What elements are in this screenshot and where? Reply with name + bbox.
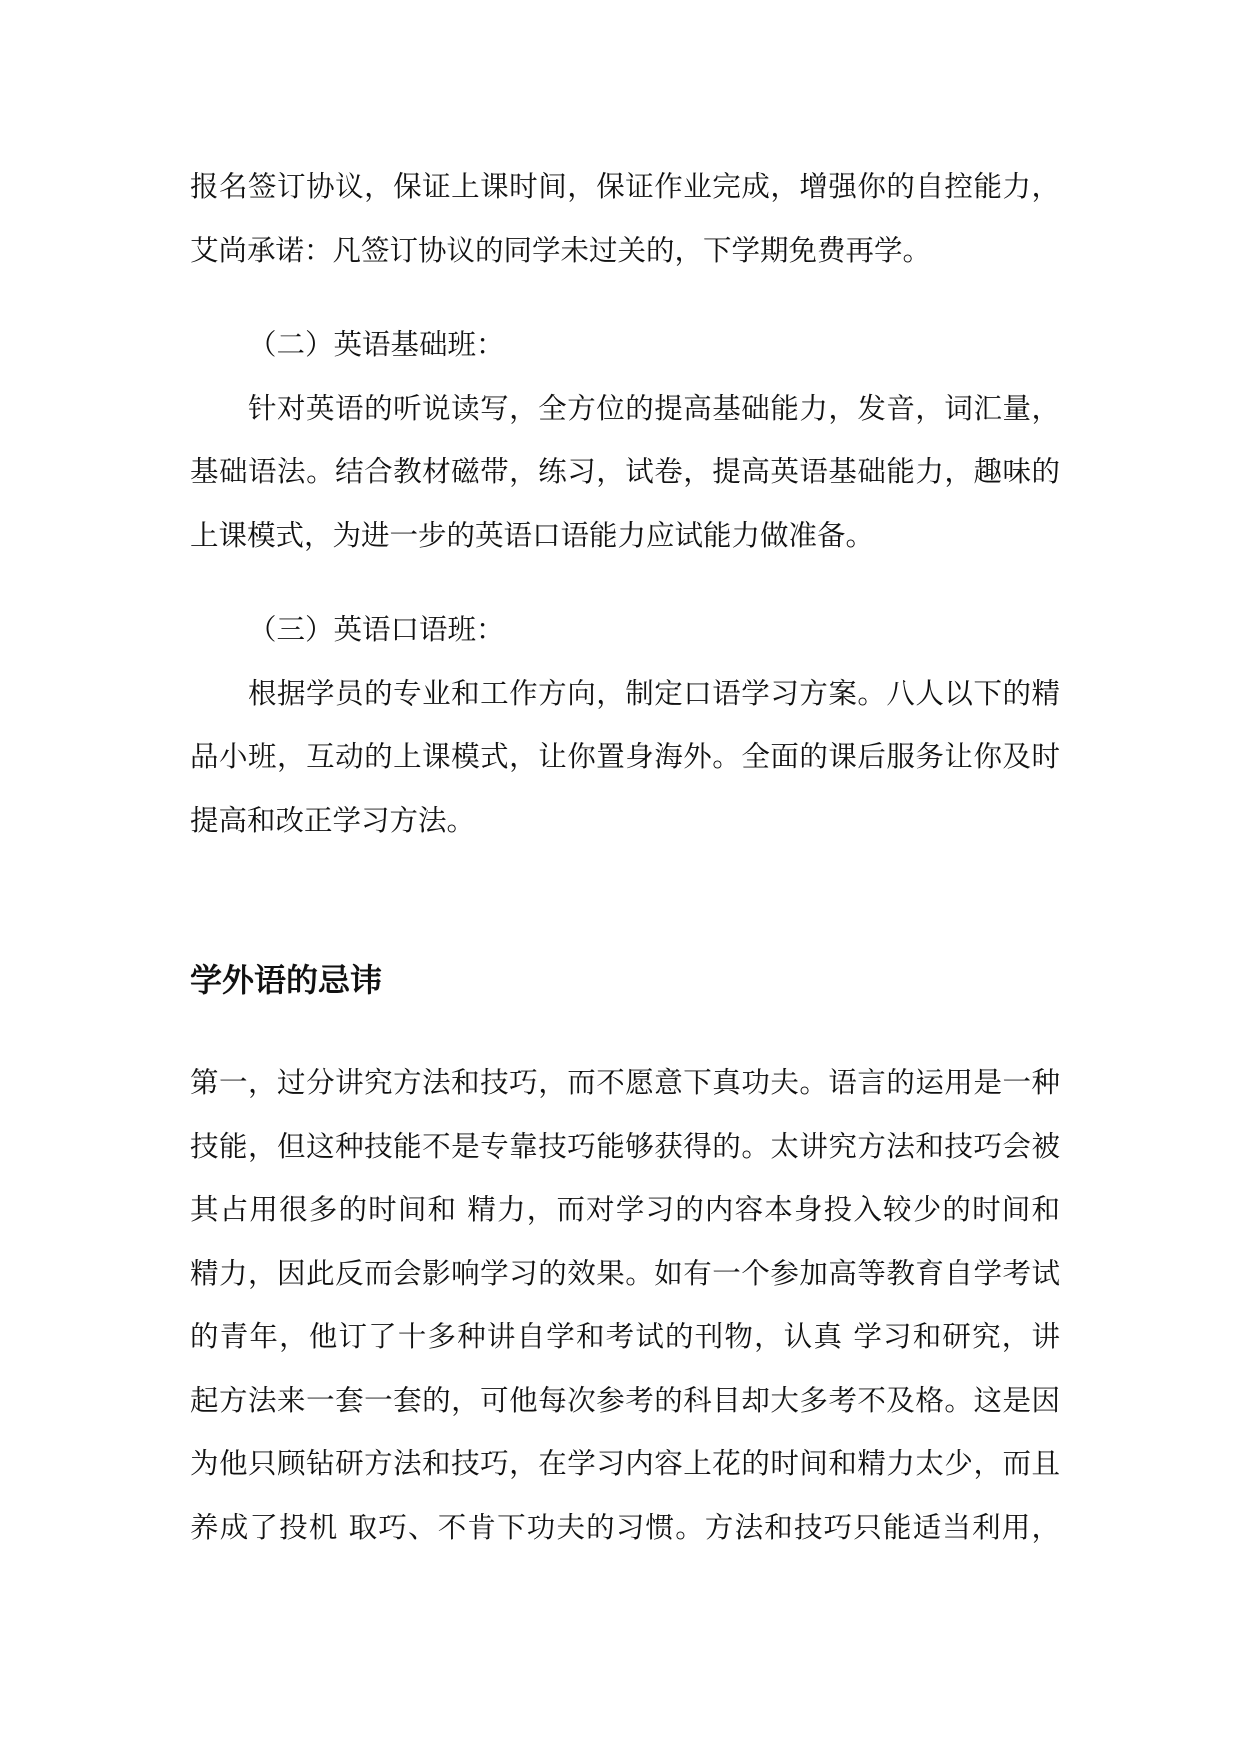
text-line: 第一，过分讲究方法和技巧，而不愿意下真功夫。语言的运用是一种 [190, 1066, 1060, 1099]
section-heading-oral-class: （三）英语口语班： [248, 613, 505, 646]
text-line: 的青年，他订了十多种讲自学和考试的刊物，认真 学习和研究，讲 [190, 1320, 1060, 1353]
text-line: 报名签订协议，保证上课时间，保证作业完成，增强你的自控能力， [190, 170, 1060, 203]
text-line: 针对英语的听说读写，全方位的提高基础能力，发音，词汇量， [248, 391, 1060, 425]
section-heading-basic-class: （二）英语基础班： [248, 328, 505, 361]
text-line: 提高和改正学习方法。 [190, 803, 476, 837]
paragraph-basic-class [190, 377, 1060, 568]
text-line: 根据学员的专业和工作方向，制定口语学习方案。八人以下的精 [248, 676, 1060, 710]
text-line: 起方法来一套一套的，可他每次参考的科目却大多考不及格。这是因 [190, 1383, 1060, 1417]
paragraph-taboos [190, 1051, 1060, 1559]
text-line: 基础语法。结合教材磁带，练习，试卷，提高英语基础能力，趣味的 [190, 455, 1060, 488]
text-line: 技能，但这种技能不是专靠技巧能够获得的。太讲究方法和技巧会被 [190, 1129, 1060, 1163]
text-line: 上课模式，为进一步的英语口语能力应试能力做准备。 [190, 518, 875, 552]
text-line: 其占用很多的时间和 精力，而对学习的内容本身投入较少的时间和 [190, 1193, 1060, 1226]
document-body [190, 155, 1060, 1559]
section-title-taboos: 学外语的忌讳 [190, 961, 383, 999]
text-line: 为他只顾钻研方法和技巧，在学习内容上花的时间和精力太少，而且 [190, 1447, 1060, 1480]
paragraph-agreement [190, 155, 1060, 282]
text-line: 艾尚承诺：凡签订协议的同学未过关的，下学期免费再学。 [190, 233, 932, 267]
text-line: 品小班，互动的上课模式，让你置身海外。全面的课后服务让你及时 [190, 740, 1060, 773]
text-line: 精力，因此反而会影响学习的效果。如有一个参加高等教育自学考试 [190, 1256, 1060, 1290]
text-line: 养成了投机 取巧、不肯下功夫的习惯。方法和技巧只能适当利用， [190, 1510, 1060, 1544]
paragraph-oral-class [190, 662, 1060, 853]
